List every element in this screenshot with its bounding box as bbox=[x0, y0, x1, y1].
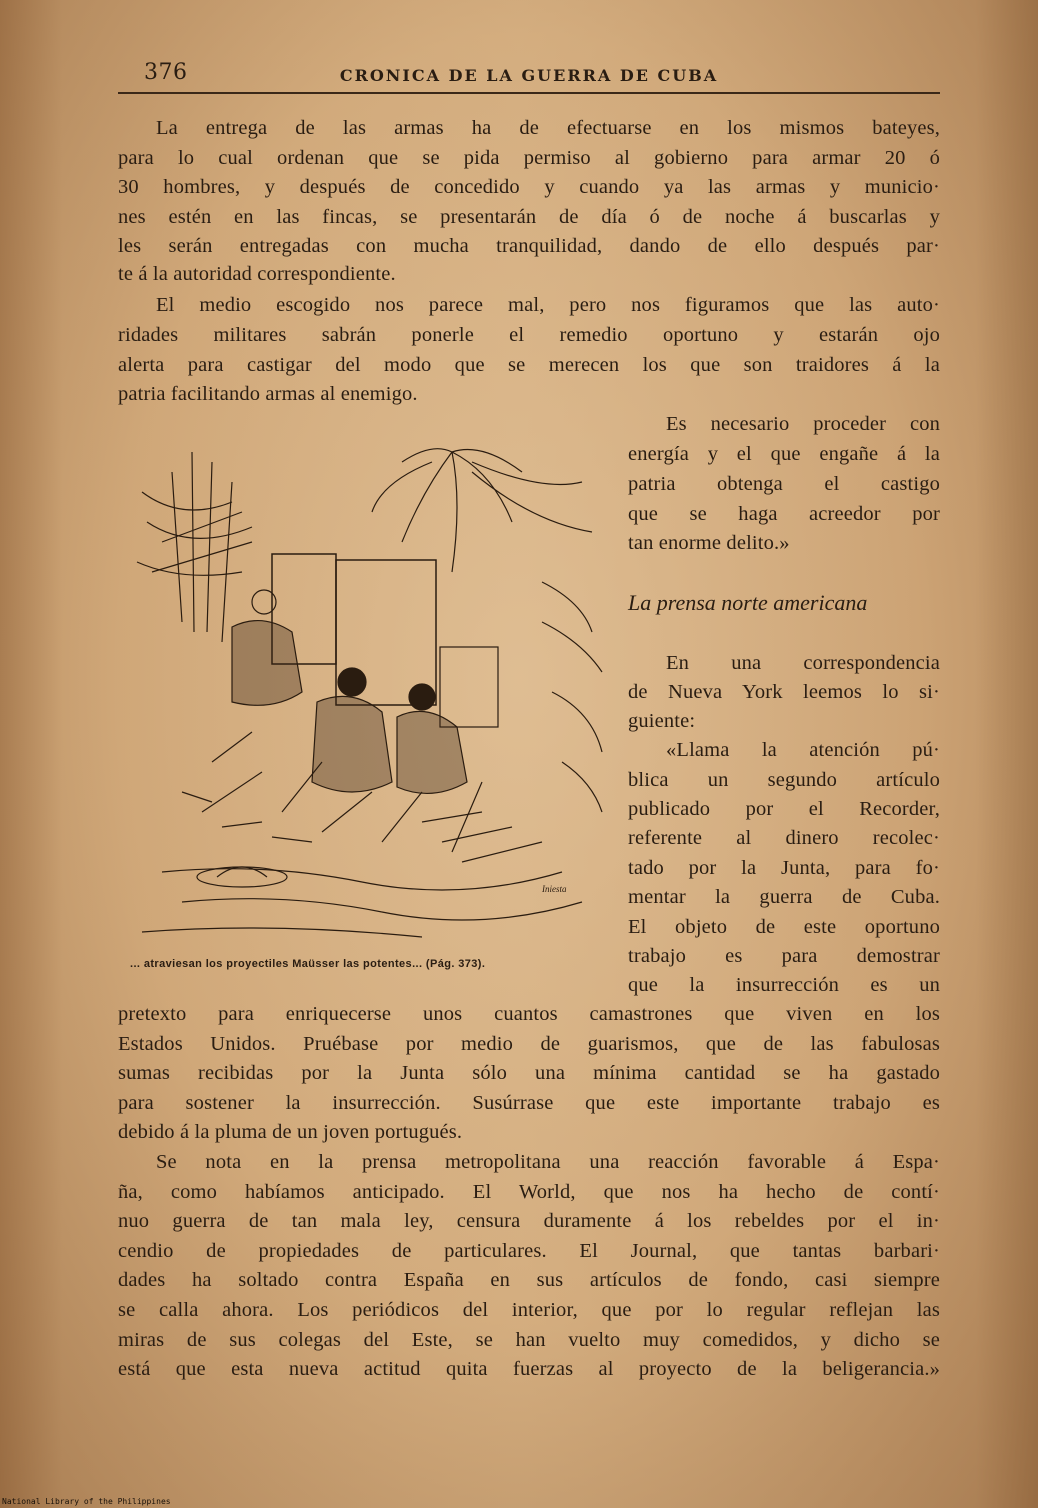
illustration bbox=[122, 432, 608, 952]
p5-line-1: «Llama la atención pú· bbox=[666, 739, 940, 761]
p5-line-6: mentar la guerra de Cuba. bbox=[628, 886, 940, 908]
p6-line-7: miras de sus colegas del Este, se han vuelto muy comedidos, y dicho se bbox=[118, 1329, 940, 1351]
library-footer: National Library of the Philippines bbox=[2, 1497, 171, 1506]
artist-signature: Iniesta bbox=[542, 884, 567, 894]
p5-line-8: trabajo es para demostrar bbox=[628, 945, 940, 967]
p3-line-3: patria obtenga el castigo bbox=[628, 473, 940, 495]
p5-line-11: Estados Unidos. Pruébase por medio de guarismos, que de las fabulosas bbox=[118, 1033, 940, 1055]
p2-line-2: ridades militares sabrán ponerle el remedio oportuno y estarán ojo bbox=[118, 324, 940, 346]
p1-line-1: La entrega de las armas ha de efectuarse en los mismos bateyes, bbox=[156, 117, 940, 139]
p5-line-7: El objeto de este oportuno bbox=[628, 916, 940, 938]
p3-line-2: energía y el que engañe á la bbox=[628, 443, 940, 465]
p2-line-1: El medio escogido nos parece mal, pero nos figuramos que las auto· bbox=[156, 294, 940, 316]
p3-line-5: tan enorme delito.» bbox=[628, 532, 790, 554]
p6-line-5: dades ha soltado contra España en sus artículos de fondo, casi siempre bbox=[118, 1269, 940, 1291]
p6-line-6: se calla ahora. Los periódicos del interior, que por lo regular reflejan las bbox=[118, 1299, 940, 1321]
p5-line-2: blica un segundo artículo bbox=[628, 769, 940, 791]
p5-line-10: pretexto para enriquecerse unos cuantos camastrones que viven en los bbox=[118, 1003, 940, 1025]
p5-line-5: tado por la Junta, para fo· bbox=[628, 857, 940, 879]
figure-caption: ... atraviesan los proyectiles Maüsser las potentes... (Pág. 373). bbox=[130, 958, 486, 970]
p4-line-3: guiente: bbox=[628, 710, 696, 732]
p5-line-9: que la insurrección es un bbox=[628, 974, 940, 996]
p5-line-13: para sostener la insurrección. Susúrrase que este importante trabajo es bbox=[118, 1092, 940, 1114]
p1-line-6: te á la autoridad correspondiente. bbox=[118, 263, 396, 285]
p6-line-2: ña, como habíamos anticipado. El World, que nos ha hecho de contí· bbox=[118, 1181, 940, 1203]
p4-line-2: de Nueva York leemos lo si· bbox=[628, 681, 940, 703]
p6-line-1: Se nota en la prensa metropolitana una reacción favorable á Espa· bbox=[156, 1151, 940, 1173]
p1-line-2: para lo cual ordenan que se pida permiso al gobierno para armar 20 ó bbox=[118, 147, 940, 169]
p3-line-1: Es necesario proceder con bbox=[666, 413, 940, 435]
p1-line-4: nes estén en las fincas, se presentarán de día ó de noche á buscarlas y bbox=[118, 206, 940, 228]
running-head: CRONICA DE LA GUERRA DE CUBA bbox=[339, 66, 719, 85]
p5-line-3: publicado por el Recorder, bbox=[628, 798, 940, 820]
p5-line-14: debido á la pluma de un joven portugués. bbox=[118, 1121, 463, 1143]
p6-line-3: nuo guerra de tan mala ley, censura duramente á los rebeldes por el in· bbox=[118, 1210, 940, 1232]
p1-line-5: les serán entregadas con mucha tranquilidad, dando de ello después par· bbox=[118, 235, 940, 257]
p2-line-3: alerta para castigar del modo que se merecen los que son traidores á la bbox=[118, 354, 940, 376]
page-header bbox=[118, 58, 940, 94]
p6-line-4: cendio de propiedades de particulares. El Journal, que tantas barbari· bbox=[118, 1240, 940, 1262]
p4-line-1: En una correspondencia bbox=[666, 652, 940, 674]
p5-line-4: referente al dinero recolec· bbox=[628, 827, 940, 849]
subheading: La prensa norte americana bbox=[628, 590, 868, 615]
p6-line-8: está que esta nueva actitud quita fuerzas al proyecto de la beligerancia.» bbox=[118, 1358, 940, 1380]
p2-line-4: patria facilitando armas al enemigo. bbox=[118, 383, 418, 405]
page-number: 376 bbox=[144, 60, 188, 85]
p1-line-3: 30 hombres, y después de concedido y cuando ya las armas y municio· bbox=[118, 176, 940, 198]
p3-line-4: que se haga acreedor por bbox=[628, 503, 940, 525]
p5-line-12: sumas recibidas por la Junta sólo una mínima cantidad se ha gastado bbox=[118, 1062, 940, 1084]
